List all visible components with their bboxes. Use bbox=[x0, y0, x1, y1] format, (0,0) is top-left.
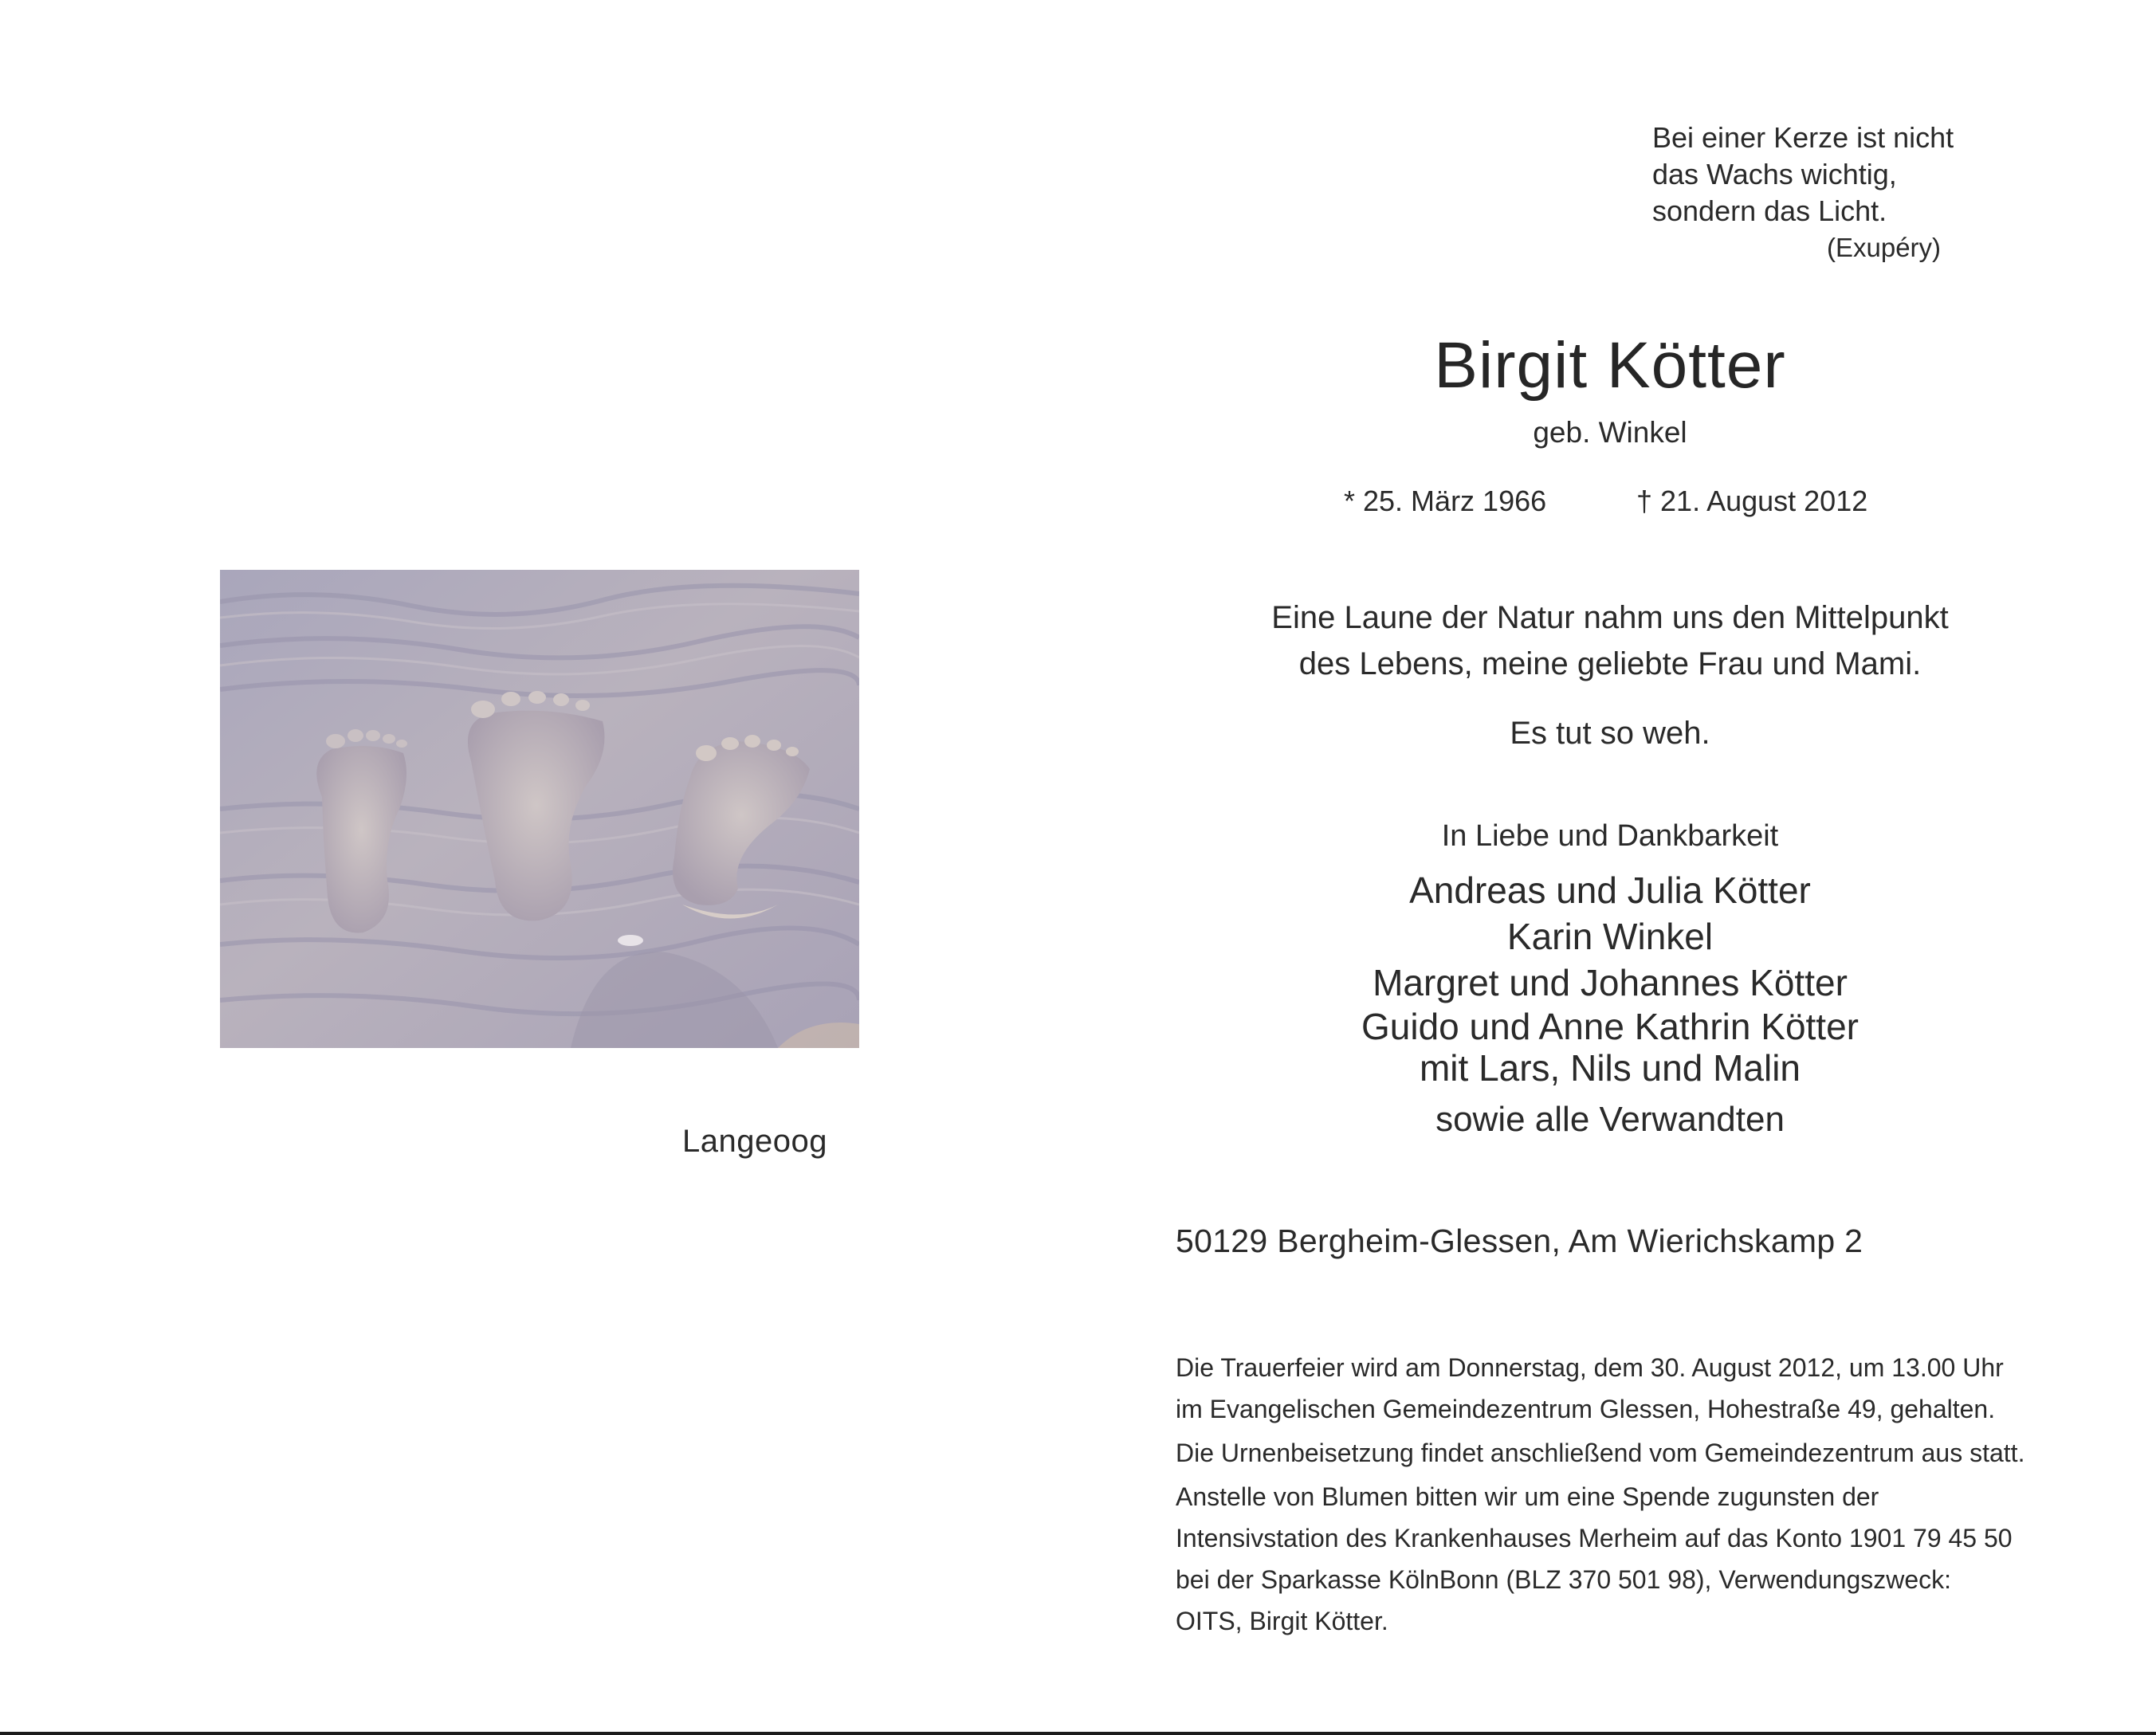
notice-line: Die Trauerfeier wird am Donnerstag, dem 30. August 2012, um 13.00 Uhr bbox=[1176, 1353, 2004, 1382]
notice-line: OITS, Birgit Kötter. bbox=[1176, 1607, 1388, 1635]
funeral-notice bbox=[1176, 1347, 2084, 1642]
grief-line: Es tut so weh. bbox=[1510, 716, 1710, 751]
quote-line: das Wachs wichtig, bbox=[1652, 158, 1897, 190]
mourners-list bbox=[1196, 867, 2024, 1089]
message-line: Eine Laune der Natur nahm uns den Mittelpunkt bbox=[1271, 600, 1949, 635]
footprints-photo bbox=[220, 570, 859, 1048]
mourners-intro: In Liebe und Dankbarkeit bbox=[1441, 819, 1779, 853]
notice-line: Anstelle von Blumen bitten wir um eine Spende zugunsten der bbox=[1176, 1482, 1879, 1511]
quote-author: (Exupéry) bbox=[1827, 233, 1942, 262]
mourner-name: Guido und Anne Kathrin Kötter bbox=[1361, 1006, 1859, 1047]
mourner-name: Margret und Johannes Kötter bbox=[1373, 962, 1848, 1003]
deceased-name: Birgit Kötter bbox=[1434, 329, 1786, 402]
mourner-name: mit Lars, Nils und Malin bbox=[1419, 1047, 1801, 1089]
photo-caption: Langeoog bbox=[682, 1124, 827, 1159]
page-bottom-edge bbox=[0, 1732, 2156, 1735]
notice-line: im Evangelischen Gemeindezentrum Glessen, Hohestraße 49, gehalten. bbox=[1176, 1395, 1996, 1423]
birth-date: * 25. März 1966 bbox=[1344, 485, 1547, 517]
quote-line: Bei einer Kerze ist nicht bbox=[1652, 121, 1954, 154]
mourner-name: Andreas und Julia Kötter bbox=[1409, 869, 1811, 911]
notice-line: Die Urnenbeisetzung findet anschließend vom Gemeindezentrum aus statt. bbox=[1176, 1439, 2025, 1467]
notice-line: Intensivstation des Krankenhauses Merheim auf das Konto 1901 79 45 50 bbox=[1176, 1524, 2013, 1552]
quote bbox=[1652, 120, 1954, 230]
memorial-message bbox=[1196, 595, 2024, 687]
quote-line: sondern das Licht. bbox=[1652, 194, 1887, 227]
notice-line: bei der Sparkasse KölnBonn (BLZ 370 501 98), Verwendungszweck: bbox=[1176, 1565, 1952, 1594]
mourner-name: Karin Winkel bbox=[1506, 916, 1714, 957]
maiden-name: geb. Winkel bbox=[1533, 416, 1687, 449]
message-line: des Lebens, meine geliebte Frau und Mami. bbox=[1298, 646, 1922, 681]
family-address: 50129 Bergheim-Glessen, Am Wierichskamp 2 bbox=[1176, 1223, 1863, 1259]
mourners-relatives: sowie alle Verwandten bbox=[1435, 1100, 1785, 1139]
death-date: † 21. August 2012 bbox=[1636, 485, 1868, 517]
